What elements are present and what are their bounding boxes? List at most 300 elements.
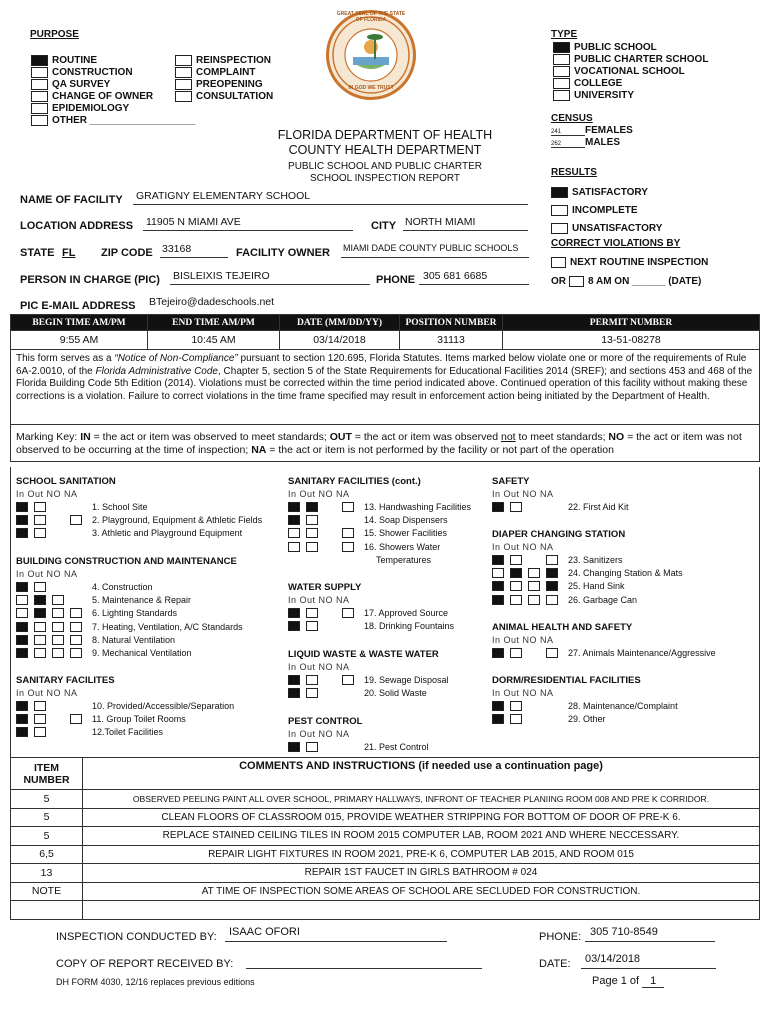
email-label: PIC E-MAIL ADDRESS [20, 300, 136, 312]
status-checkbox[interactable] [34, 727, 46, 737]
comment-item-number[interactable]: 5 [11, 827, 83, 846]
comment-text[interactable]: OBSERVED PEELING PAINT ALL OVER SCHOOL, PRIMARY HALLWAYS, INFRONT OF TEACHER PLANIING ROOM 008 AND PRE K CORRIDOR. [83, 790, 760, 809]
section-title: WATER SUPPLY [288, 582, 362, 593]
zip-label: ZIP CODE [101, 247, 153, 259]
key-text-d: to meet standards; [515, 431, 609, 443]
census-title: CENSUS [551, 113, 593, 124]
status-checkbox[interactable] [528, 581, 540, 591]
status-checkbox[interactable] [288, 675, 300, 685]
status-checkbox[interactable] [70, 622, 82, 632]
status-checkbox[interactable] [288, 608, 300, 618]
checkbox[interactable] [31, 103, 48, 114]
status-checkbox[interactable] [288, 621, 300, 631]
status-checkbox[interactable] [16, 701, 28, 711]
status-checkbox[interactable] [52, 595, 64, 605]
checkbox-row [31, 78, 195, 90]
checkbox[interactable] [175, 67, 192, 78]
purpose-left-list [31, 54, 195, 126]
checkbox-label: ROUTINE [52, 54, 97, 66]
in-out-no-na-header: In Out NO NA [492, 489, 554, 499]
inspection-item-label: 20. Solid Waste [364, 687, 427, 698]
next-routine-checkbox[interactable] [551, 257, 566, 268]
comment-text[interactable]: AT TIME OF INSPECTION SOME AREAS OF SCHOOL ARE SECLUDED FOR CONSTRUCTION. [83, 882, 760, 901]
status-checkbox[interactable] [70, 608, 82, 618]
status-checkbox[interactable] [342, 608, 354, 618]
status-checkbox[interactable] [70, 648, 82, 658]
checkbox[interactable] [553, 66, 570, 77]
status-checkbox[interactable] [492, 568, 504, 578]
inspection-item [16, 699, 234, 712]
checkbox-label: CONSULTATION [196, 90, 274, 102]
owner-label: FACILITY OWNER [236, 247, 330, 259]
checkbox-row [31, 102, 195, 114]
header-line3: PUBLIC SCHOOL AND PUBLIC CHARTER [288, 161, 482, 172]
comment-item-number[interactable]: NOTE [11, 882, 83, 901]
section-safety [492, 476, 629, 513]
status-checkbox[interactable] [288, 502, 300, 512]
status-checkbox[interactable] [16, 595, 28, 605]
comment-item-number[interactable]: 5 [11, 790, 83, 809]
checkbox-row [175, 66, 273, 78]
page-prefix: Page 1 of [592, 975, 643, 987]
owner-field[interactable] [341, 243, 529, 258]
checkbox-row [553, 65, 708, 77]
item-number-header: ITEM NUMBER [11, 758, 83, 790]
comment-item-number[interactable]: 5 [11, 808, 83, 827]
checkbox-label: CONSTRUCTION [52, 66, 133, 78]
status-checkbox[interactable] [306, 621, 318, 631]
inspection-item [16, 726, 234, 739]
checkbox[interactable] [553, 42, 570, 53]
checkbox[interactable] [175, 55, 192, 66]
visit-value-cell[interactable]: 10:45 AM [148, 331, 280, 350]
visit-header-row [11, 315, 760, 331]
status-checkbox[interactable] [16, 648, 28, 658]
inspection-item-extra: Temperatures [376, 554, 432, 565]
inspection-item-label: 18. Drinking Fountains [364, 620, 455, 631]
notice-text-c: pursuant to section 120.695, Florida Statutes. Items marked below violate one or more of the requirements of Rule 6A-2.0010, of the [16, 353, 747, 377]
visit-value-cell[interactable]: 31113 [400, 331, 503, 350]
checkbox[interactable] [551, 205, 568, 216]
inspection-item-label: 27. Animals Maintenance/Aggressive [568, 647, 716, 658]
status-checkbox[interactable] [306, 742, 318, 752]
status-checkbox[interactable] [546, 648, 558, 658]
comment-item-number[interactable] [11, 901, 83, 920]
notice-paragraph [10, 349, 760, 425]
comment-text[interactable]: REPLACE STAINED CEILING TILES IN ROOM 2015 COMPUTER LAB, ROOM 2021 AND WHERE NECCESSARY. [83, 827, 760, 846]
comment-item-number[interactable]: 13 [11, 864, 83, 883]
status-checkbox[interactable] [546, 581, 558, 591]
status-checkbox[interactable] [546, 555, 558, 565]
inspection-item [16, 527, 262, 540]
females-label: FEMALES [585, 125, 633, 136]
footer-phone-value: 305 710-8549 [590, 926, 658, 938]
females-count: 241 [551, 129, 585, 136]
inspection-item-label: 22. First Aid Kit [568, 501, 629, 512]
checkbox-row [551, 219, 662, 237]
inspection-item [288, 513, 471, 526]
status-checkbox[interactable] [34, 595, 46, 605]
visit-header-cell: PERMIT NUMBER [503, 315, 760, 331]
city-field[interactable] [403, 216, 528, 231]
header-line4: SCHOOL INSPECTION REPORT [309, 173, 461, 184]
status-checkbox[interactable] [528, 568, 540, 578]
inspection-item [288, 686, 449, 699]
city-label: CITY [371, 220, 397, 232]
inspection-item [288, 606, 454, 619]
key-no: NO [608, 431, 625, 443]
footer-phone-label: PHONE: [539, 931, 582, 943]
location-field[interactable] [143, 216, 353, 231]
zip-field[interactable] [160, 243, 228, 258]
inspection-item-label: 21. Pest Control [364, 741, 429, 752]
key-in: IN [80, 431, 91, 443]
seal-bottom-text: IN GOD WE TRUST [348, 85, 394, 91]
comments-header: COMMENTS AND INSTRUCTIONS (if needed use a continuation page) [83, 758, 760, 790]
inspection-item [492, 712, 678, 725]
status-checkbox[interactable] [288, 528, 300, 538]
status-checkbox[interactable] [34, 608, 46, 618]
inspection-item-label: 16. Showers Water [364, 541, 441, 552]
inspection-item [16, 620, 243, 633]
comment-text[interactable] [83, 901, 760, 920]
key-text-f: = the act or item is not performed by the facility or not part of the operation [266, 444, 614, 456]
section-dorm [492, 675, 678, 726]
inspection-item-label: 12.Toilet Facilities [92, 727, 164, 738]
status-checkbox[interactable] [306, 515, 318, 525]
inspection-item [492, 553, 683, 566]
inspection-item-label: 11. Group Toilet Rooms [92, 713, 186, 724]
inspection-item-label: 19. Sewage Disposal [364, 674, 449, 685]
checkbox-label: UNSATISFACTORY [572, 222, 663, 234]
key-text-a: Marking Key: [16, 431, 81, 443]
status-checkbox[interactable] [492, 581, 504, 591]
status-checkbox[interactable] [342, 528, 354, 538]
inspection-item-label: 5. Maintenance & Repair [92, 594, 192, 605]
notice-text-b: “Notice of Non-Compliance” [114, 353, 238, 364]
status-checkbox[interactable] [288, 742, 300, 752]
checkbox[interactable] [175, 79, 192, 90]
checkbox-row [553, 41, 708, 53]
section-title: BUILDING CONSTRUCTION AND MAINTENANCE [16, 556, 237, 567]
owner-value: MIAMI DADE COUNTY PUBLIC SCHOOLS [343, 243, 519, 253]
status-checkbox[interactable] [528, 595, 540, 605]
comment-row [11, 864, 760, 883]
status-checkbox[interactable] [16, 622, 28, 632]
section-title: SAFETY [492, 476, 530, 487]
notice-text-d: Florida Administrative Code [95, 365, 218, 377]
status-checkbox[interactable] [510, 595, 522, 605]
checkbox-label: COLLEGE [574, 77, 623, 89]
pic-label: PERSON IN CHARGE (PIC) [20, 274, 160, 286]
checkbox[interactable] [551, 187, 568, 198]
inspection-item [16, 607, 243, 620]
inspection-item [288, 527, 471, 540]
pic-field[interactable] [170, 270, 370, 285]
section-sanitary-cont [288, 476, 471, 566]
status-checkbox[interactable] [510, 648, 522, 658]
or-date-checkbox[interactable] [569, 276, 584, 287]
in-out-no-na-header: In Out NO NA [492, 635, 554, 645]
checkbox[interactable] [31, 115, 48, 126]
inspection-item-label: 3. Athletic and Playground Equipment [92, 528, 243, 539]
inspection-item-label: 15. Shower Facilities [364, 528, 448, 539]
am-on-label: 8 AM ON ______ (DATE) [588, 275, 702, 287]
status-checkbox[interactable] [16, 635, 28, 645]
section-title: DIAPER CHANGING STATION [492, 529, 626, 540]
section-title: SANITARY FACILITIES (cont.) [288, 476, 421, 487]
facility-name-label: NAME OF FACILITY [20, 194, 123, 206]
footer-date-field[interactable] [581, 953, 716, 969]
visit-header-cell: BEGIN TIME AM/PM [11, 315, 148, 331]
inspection-item-label: 9. Mechanical Ventilation [92, 648, 192, 659]
key-na: NA [251, 444, 267, 456]
status-checkbox[interactable] [492, 648, 504, 658]
checkbox-label: REINSPECTION [196, 54, 272, 66]
results-list [551, 183, 662, 237]
checkbox-row [551, 183, 662, 201]
status-checkbox[interactable] [342, 675, 354, 685]
status-checkbox[interactable] [70, 515, 82, 525]
status-checkbox[interactable] [306, 542, 318, 552]
email-value[interactable]: BTejeiro@dadeschools.net [149, 296, 275, 308]
visit-table [10, 314, 760, 350]
checkbox[interactable] [31, 91, 48, 102]
florida-seal-icon [326, 10, 416, 100]
inspection-item [16, 513, 262, 526]
header-line1: FLORIDA DEPARTMENT OF HEALTH [277, 128, 493, 142]
status-checkbox[interactable] [16, 515, 28, 525]
status-checkbox[interactable] [34, 701, 46, 711]
status-checkbox[interactable] [70, 714, 82, 724]
copy-received-field[interactable] [246, 955, 482, 969]
phone-field[interactable] [419, 270, 529, 285]
status-checkbox[interactable] [288, 542, 300, 552]
checkbox-row [31, 90, 195, 102]
checkbox-label: INCOMPLETE [572, 204, 638, 216]
inspection-item [16, 500, 262, 513]
inspection-item [16, 580, 243, 593]
city-value: NORTH MIAMI [405, 216, 476, 228]
visit-value-cell[interactable]: 03/14/2018 [280, 331, 400, 350]
status-checkbox[interactable] [510, 555, 522, 565]
inspection-item [16, 593, 243, 606]
checkbox[interactable] [31, 79, 48, 90]
comment-text[interactable]: REPAIR LIGHT FIXTURES IN ROOM 2021, PRE-K 6, COMPUTER LAB 2015, AND ROOM 015 [83, 845, 760, 864]
status-checkbox[interactable] [16, 582, 28, 592]
status-checkbox[interactable] [16, 727, 28, 737]
inspection-item [288, 740, 429, 753]
facility-name-value: GRATIGNY ELEMENTARY SCHOOL [136, 190, 311, 202]
status-checkbox[interactable] [16, 714, 28, 724]
checkbox-label: OTHER ___________________ [52, 114, 196, 126]
checkbox-row [553, 53, 708, 65]
form-id: DH FORM 4030, 12/16 replaces previous editions [56, 977, 255, 987]
status-checkbox[interactable] [34, 648, 46, 658]
status-checkbox[interactable] [16, 528, 28, 538]
checkbox[interactable] [175, 91, 192, 102]
inspection-item-label: 23. Sanitizers [568, 554, 623, 565]
status-checkbox[interactable] [34, 515, 46, 525]
conducted-by-field[interactable] [225, 926, 447, 942]
comment-row [11, 790, 760, 809]
inspection-item [288, 673, 449, 686]
seal-top-text: GREAT SEAL OF THE STATE OF FLORIDA [336, 11, 406, 23]
status-checkbox[interactable] [510, 502, 522, 512]
status-checkbox[interactable] [510, 581, 522, 591]
status-checkbox[interactable] [342, 542, 354, 552]
status-checkbox[interactable] [34, 635, 46, 645]
status-checkbox[interactable] [492, 714, 504, 724]
status-checkbox[interactable] [492, 502, 504, 512]
status-checkbox[interactable] [306, 608, 318, 618]
status-checkbox[interactable] [52, 648, 64, 658]
checkbox-label: COMPLAINT [196, 66, 256, 78]
status-checkbox[interactable] [52, 622, 64, 632]
status-checkbox[interactable] [306, 528, 318, 538]
inspection-item [492, 566, 683, 579]
status-checkbox[interactable] [306, 502, 318, 512]
section-liquid-waste [288, 649, 449, 700]
comment-item-number[interactable]: 6,5 [11, 845, 83, 864]
checkbox[interactable] [553, 78, 570, 89]
checkbox-label: UNIVERSITY [574, 89, 635, 101]
status-checkbox[interactable] [16, 608, 28, 618]
status-checkbox[interactable] [306, 688, 318, 698]
status-checkbox[interactable] [34, 714, 46, 724]
inspection-item [492, 580, 683, 593]
status-checkbox[interactable] [16, 502, 28, 512]
comment-row [11, 827, 760, 846]
state-value[interactable]: FL [62, 247, 76, 259]
footer-date-value: 03/14/2018 [585, 953, 641, 965]
status-checkbox[interactable] [52, 635, 64, 645]
inspection-item-label: 14. Soap Dispensers [364, 514, 448, 525]
section-sanitary-facilities [16, 675, 234, 739]
comment-text[interactable]: REPAIR 1ST FAUCET IN GIRLS BATHROOM # 024 [83, 864, 760, 883]
in-out-no-na-header: In Out NO NA [492, 542, 554, 552]
inspection-item [16, 646, 243, 659]
males-label: MALES [585, 137, 620, 148]
section-title: DORM/RESIDENTIAL FACILITIES [492, 675, 641, 686]
status-checkbox[interactable] [52, 608, 64, 618]
comments-header-row [11, 758, 760, 790]
visit-value-cell[interactable]: 13-51-08278 [503, 331, 760, 350]
page-total: 1 [642, 975, 664, 988]
section-pest-control [288, 716, 429, 753]
correct-by-label: CORRECT VIOLATIONS BY [551, 238, 681, 249]
comment-text[interactable]: CLEAN FLOORS OF CLASSROOM 015, PROVIDE WEATHER STRIPPING FOR BOTTOM OF DOOR OF PRE-K 6. [83, 808, 760, 827]
inspection-item [492, 593, 683, 606]
in-out-no-na-header: In Out NO NA [288, 595, 350, 605]
status-checkbox[interactable] [288, 515, 300, 525]
or-label: OR [551, 275, 566, 287]
checkbox-label: SATISFACTORY [572, 186, 648, 198]
footer-date-label: DATE: [539, 958, 571, 970]
inspection-item-label: 28. Maintenance/Complaint [568, 700, 678, 711]
inspection-item-label: 6. Lighting Standards [92, 608, 178, 619]
census-males [551, 137, 620, 148]
status-checkbox[interactable] [510, 701, 522, 711]
comment-row [11, 808, 760, 827]
section-water-supply [288, 582, 454, 633]
status-checkbox[interactable] [546, 568, 558, 578]
inspection-item [492, 646, 716, 659]
status-checkbox[interactable] [546, 595, 558, 605]
phone-label: PHONE [376, 274, 416, 286]
comment-row [11, 845, 760, 864]
visit-value-cell[interactable]: 9:55 AM [11, 331, 148, 350]
checkbox[interactable] [553, 90, 570, 101]
location-value: 11905 N MIAMI AVE [146, 216, 241, 228]
census-females [551, 125, 633, 136]
status-checkbox[interactable] [492, 701, 504, 711]
inspection-item-label: 24. Changing Station & Mats [568, 567, 683, 578]
status-checkbox[interactable] [306, 675, 318, 685]
checkbox[interactable] [31, 67, 48, 78]
inspection-item [288, 500, 471, 513]
purpose-title: PURPOSE [30, 29, 79, 40]
checkbox-row [31, 54, 195, 66]
inspection-item [16, 712, 234, 725]
status-checkbox[interactable] [510, 568, 522, 578]
inspection-item [16, 633, 243, 646]
males-count: 262 [551, 141, 585, 148]
in-out-no-na-header: In Out NO NA [288, 729, 350, 739]
in-out-no-na-header: In Out NO NA [492, 688, 554, 698]
or-date-row [551, 275, 701, 287]
location-label: LOCATION ADDRESS [20, 220, 134, 232]
section-diaper [492, 529, 683, 606]
checkbox-row [175, 78, 273, 90]
status-checkbox[interactable] [342, 502, 354, 512]
checkbox-row [31, 114, 195, 126]
facility-name-field[interactable] [133, 190, 528, 205]
inspection-item-label: 4. Construction [92, 581, 153, 592]
status-checkbox[interactable] [34, 502, 46, 512]
status-checkbox[interactable] [510, 714, 522, 724]
footer-phone-field[interactable] [585, 926, 715, 942]
section-title: ANIMAL HEALTH AND SAFETY [492, 622, 633, 633]
status-checkbox[interactable] [34, 528, 46, 538]
status-checkbox[interactable] [34, 582, 46, 592]
inspection-item-label: 13. Handwashing Facilities [364, 501, 472, 512]
conducted-by-value: ISAAC OFORI [229, 926, 300, 938]
checkbox[interactable] [551, 223, 568, 234]
section-title: SANITARY FACILITES [16, 675, 115, 686]
checkbox[interactable] [553, 54, 570, 65]
status-checkbox[interactable] [492, 595, 504, 605]
checkbox-row [553, 89, 708, 101]
section-title: LIQUID WASTE & WASTE WATER [288, 649, 439, 660]
key-out: OUT [329, 431, 352, 443]
marking-key [10, 424, 760, 462]
comments-table [10, 757, 760, 920]
checkbox[interactable] [31, 55, 48, 66]
checkbox-label: PUBLIC CHARTER SCHOOL [574, 53, 709, 65]
status-checkbox[interactable] [492, 555, 504, 565]
state-label: STATE [20, 247, 55, 259]
in-out-no-na-header: In Out NO NA [288, 489, 350, 499]
status-checkbox[interactable] [34, 622, 46, 632]
header-line2: COUNTY HEALTH DEPARTMENT [288, 143, 482, 157]
inspection-item-label: 26. Garbage Can [568, 594, 638, 605]
key-not: not [501, 431, 516, 443]
purpose-right-list [175, 54, 273, 102]
status-checkbox[interactable] [70, 635, 82, 645]
status-checkbox[interactable] [288, 688, 300, 698]
checkbox-row [31, 66, 195, 78]
